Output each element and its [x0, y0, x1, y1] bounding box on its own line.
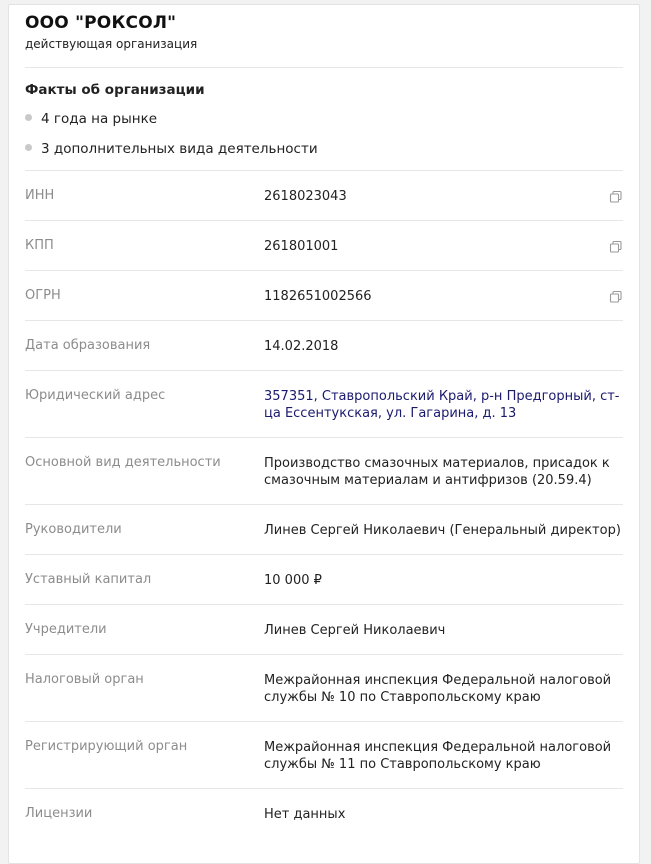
divider: [25, 504, 623, 505]
divider: [25, 270, 623, 271]
fact-item: [25, 141, 318, 157]
detail-value: 14.02.2018: [264, 339, 339, 354]
organization-status: действующая организация: [25, 37, 198, 51]
organization-card: [8, 4, 640, 864]
detail-value: Межрайонная инспекция Федеральной налоговой службы № 10 по Ставропольскому краю: [264, 673, 612, 705]
detail-label: Юридический адрес: [25, 388, 166, 403]
divider: [25, 220, 623, 221]
bullet-icon: [25, 114, 32, 121]
fact-text: 3 дополнительных вида деятельности: [41, 141, 318, 157]
copy-icon[interactable]: [609, 190, 623, 204]
divider: [25, 170, 623, 171]
detail-value[interactable]: 261801001: [264, 239, 339, 254]
divider: [25, 721, 623, 722]
facts-heading: Факты об организации: [25, 82, 205, 98]
detail-value[interactable]: 2618023043: [264, 189, 347, 204]
detail-label: Уставный капитал: [25, 572, 152, 587]
divider: [25, 370, 623, 371]
copy-icon[interactable]: [609, 290, 623, 304]
detail-label: Основной вид деятельности: [25, 455, 221, 470]
detail-value[interactable]: 1182651002566: [264, 289, 372, 304]
detail-label: Учредители: [25, 622, 107, 637]
detail-value: Межрайонная инспекция Федеральной налоговой службы № 11 по Ставропольскому краю: [264, 740, 612, 772]
divider: [25, 788, 623, 789]
detail-label: КПП: [25, 238, 54, 253]
divider: [25, 554, 623, 555]
fact-item: [25, 111, 157, 127]
divider: [25, 654, 623, 655]
detail-label: Налоговый орган: [25, 672, 144, 687]
detail-label: ОГРН: [25, 288, 61, 303]
detail-value: 10 000 ₽: [264, 573, 322, 588]
divider: [25, 604, 623, 605]
detail-value: Нет данных: [264, 807, 346, 822]
divider: [25, 67, 623, 68]
detail-label: Руководители: [25, 522, 122, 537]
detail-value: Линев Сергей Николаевич: [264, 623, 446, 638]
organization-name: ООО "РОКСОЛ": [25, 13, 177, 33]
bullet-icon: [25, 144, 32, 151]
detail-value: Линев Сергей Николаевич (Генеральный директор): [264, 523, 621, 538]
detail-value: Производство смазочных материалов, присадок к смазочным материалам и антифризов (20.59.4): [264, 456, 610, 488]
address-link[interactable]: 357351, Ставропольский Край, р-н Предгорный, ст-ца Ессентукская, ул. Гагарина, д. 13: [264, 389, 620, 421]
divider: [25, 437, 623, 438]
divider: [25, 320, 623, 321]
detail-label: Дата образования: [25, 338, 151, 353]
detail-label: Регистрирующий орган: [25, 739, 188, 754]
fact-text: 4 года на рынке: [41, 111, 158, 127]
copy-icon[interactable]: [609, 240, 623, 254]
detail-label: Лицензии: [25, 806, 93, 821]
detail-label: ИНН: [25, 188, 55, 203]
